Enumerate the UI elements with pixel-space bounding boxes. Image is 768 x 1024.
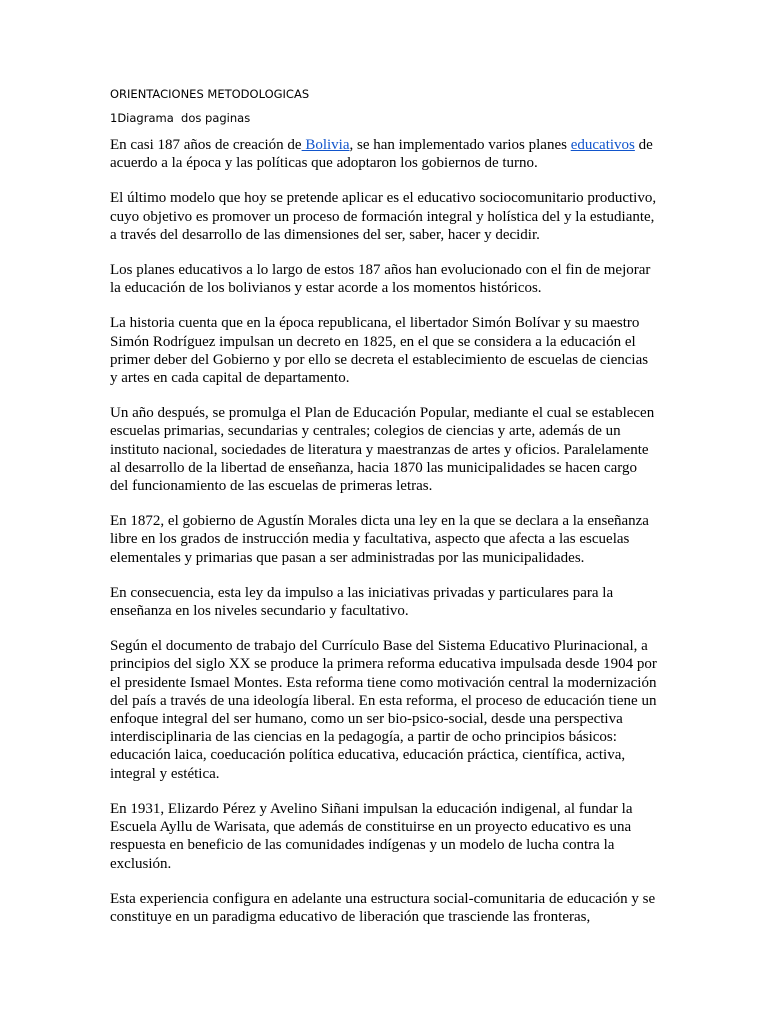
document-page xyxy=(110,86,658,926)
paragraph-experiencia: Esta experiencia configura en adelante una estructura social-comunitaria de educación y se constituye en un paradigma educativo de liberación que trasciende las fronteras, xyxy=(110,890,656,925)
paragraph-modelo: El último modelo que hoy se pretende aplicar es el educativo sociocomunitario productivo, cuyo objetivo es promover un proceso de formación integral y holística del y la estudiante, a través del desarrollo de las dimensiones del ser, saber, hacer y decidir. xyxy=(110,190,657,243)
document-subheading: 1Diagrama dos paginas xyxy=(110,111,251,125)
paragraph-text: de acuerdo a la época y las políticas que adoptaron los gobiernos de turno. xyxy=(110,137,653,172)
paragraph-consecuencia: En consecuencia, esta ley da impulso a las iniciativas privadas y particulares para la enseñanza en los niveles secundario y facultativo. xyxy=(110,584,614,620)
educativos-link[interactable]: educativos xyxy=(570,137,635,153)
paragraph-intro xyxy=(110,136,658,172)
paragraph-historia: La historia cuenta que en la época republicana, el libertador Simón Bolívar y su maestro Simón Rodríguez impulsan un decreto en 1825, en el que se considera a la educación el primer deber del Gobierno y por ello se decreta el establecimiento de escuelas de ciencias y artes en cada capital de departamento. xyxy=(110,315,649,387)
paragraph-planes: Los planes educativos a lo largo de estos 187 años han evolucionado con el fin de mejorar la educación de los bolivianos y estar acorde a los momentos históricos. xyxy=(110,262,651,297)
paragraph-plan-popular: Un año después, se promulga el Plan de Educación Popular, mediante el cual se establecen escuelas primarias, secundarias y centrales; colegios de ciencias y arte, además de un instituto nacional, sociedades de literatura y maestranzas de artes y oficios. Paralelamente al desarrollo de la libertad de enseñanza, hacia 1870 las municipalidades se hacen cargo del funcionamiento de las escuelas de primeras letras. xyxy=(110,405,655,495)
paragraph-text: , se han implementado varios planes xyxy=(349,137,571,153)
bolivia-link[interactable]: Bolivia xyxy=(301,137,350,153)
paragraph-1872: En 1872, el gobierno de Agustín Morales dicta una ley en la que se declara a la enseñanza libre en los grados de instrucción media y facultativa, aspecto que afecta a las escuelas elementales y primarias que pasan a ser administradas por las municipalidades. xyxy=(110,513,649,566)
paragraph-text: En casi 187 años de creación de xyxy=(110,137,302,153)
paragraph-1931: En 1931, Elizardo Pérez y Avelino Siñani impulsan la educación indigenal, al fundar la Escuela Ayllu de Warisata, que además de constituirse en un proyecto educativo es una respuesta en beneficio de las comunidades indígenas y un modelo de lucha contra la exclusión. xyxy=(110,800,633,872)
document-heading: ORIENTACIONES METODOLOGICAS xyxy=(110,87,310,101)
paragraph-reforma: Según el documento de trabajo del Currículo Base del Sistema Educativo Plurinacional, a principios del siglo XX se produce la primera reforma educativa impulsada desde 1904 por el presidente Ismael Montes. Esta reforma tiene como motivación central la modernización del país a través de una ideología liberal. En esta reforma, el proceso de educación tiene un enfoque integral del ser humano, como un ser bio-psico-social, desde una perspectiva interdisciplinaria de las ciencias en la pedagogía, a partir de ocho principios básicos: educación laica, coeducación política educativa, educación práctica, científica, activa, integral y estética. xyxy=(110,638,657,782)
